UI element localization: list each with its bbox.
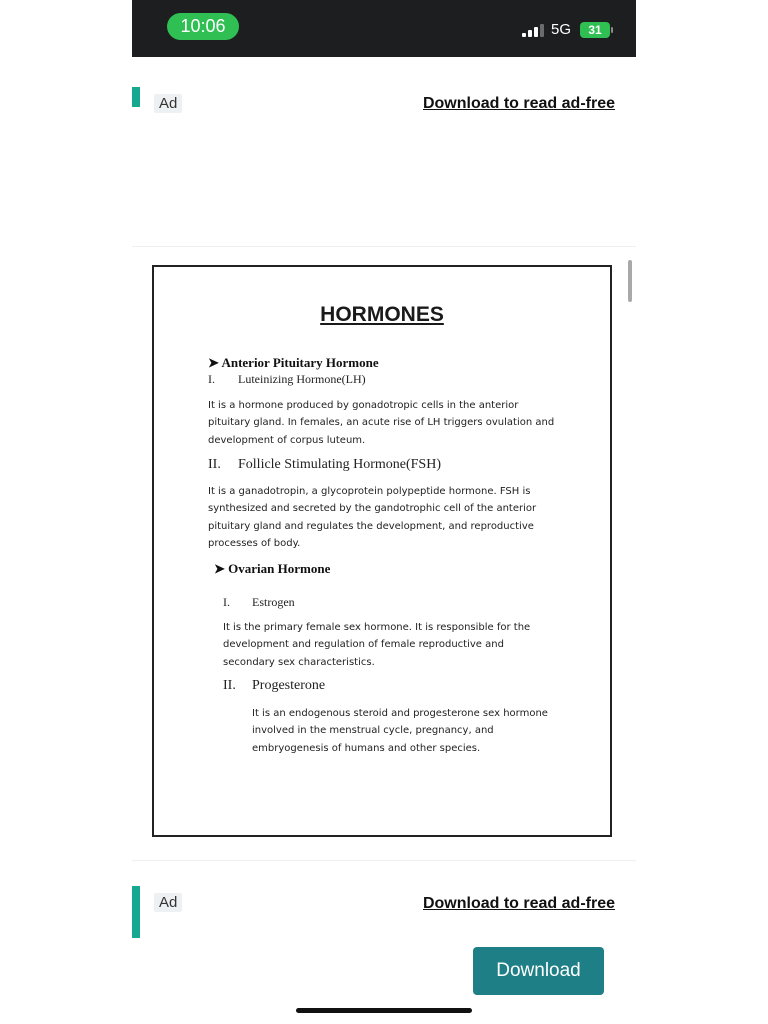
scrollbar-thumb[interactable] (628, 260, 632, 302)
top-ad-banner (132, 85, 636, 137)
section-heading-text: Ovarian Hormone (228, 561, 331, 576)
paragraph-line: synthesized and secreted by the gandotrophic cell of the anterior (208, 503, 537, 515)
section-heading-text: Anterior Pituitary Hormone (221, 355, 379, 370)
divider (132, 860, 636, 861)
phone-screen (132, 0, 636, 1024)
paragraph-line: development of corpus luteum. (208, 434, 366, 446)
document-title: HORMONES (320, 303, 444, 326)
bottom-ad-banner (132, 884, 636, 936)
item-number: II. (223, 678, 236, 693)
paragraph-line: It is a ganadotropin, a glycoprotein polypeptide hormone. FSH is (208, 486, 531, 497)
paragraph-line: processes of body. (208, 537, 301, 549)
battery-cap (611, 27, 613, 33)
item-number: II. (208, 457, 221, 472)
signal-icon (522, 23, 546, 37)
document-page (152, 265, 612, 837)
paragraph-line: It is a hormone produced by gonadotropic cells in the anterior (208, 400, 519, 411)
paragraph-line: development and regulation of female reproductive and (223, 639, 504, 651)
paragraph-line: involved in the menstrual cycle, pregnancy, and (252, 725, 494, 737)
paragraph-line: pituitary gland. In females, an acute rise of LH triggers ovulation and (208, 417, 555, 429)
paragraph (208, 483, 536, 552)
divider (132, 246, 636, 247)
network-label: 5G (551, 21, 572, 38)
paragraph-line: embryogenesis of humans and other species. (252, 742, 481, 754)
ad-label: Ad (154, 893, 182, 912)
home-indicator[interactable] (296, 1008, 472, 1013)
paragraph (208, 397, 554, 449)
paragraph-line: It is an endogenous steroid and progesterone sex hormone (252, 708, 548, 719)
paragraph (252, 705, 548, 757)
status-bar (132, 0, 636, 57)
download-ad-free-link[interactable]: Download to read ad-free (422, 895, 615, 912)
item-title: Luteinizing Hormone(LH) (238, 372, 366, 386)
item-number: I. (208, 372, 215, 386)
download-ad-free-link[interactable]: Download to read ad-free (422, 95, 615, 112)
ad-label: Ad (154, 94, 182, 113)
item-number: I. (223, 595, 230, 609)
status-time: 10:06 (167, 13, 239, 40)
arrow-bullet-icon: ➤ (208, 355, 219, 370)
arrow-bullet-icon: ➤ (214, 561, 225, 576)
section-heading (208, 355, 379, 371)
paragraph-line: It is the primary female sex hormone. It is responsible for the (223, 622, 531, 633)
download-button[interactable]: Download (473, 947, 604, 995)
ad-accent-bar (132, 87, 140, 107)
item-title: Follicle Stimulating Hormone(FSH) (238, 457, 441, 472)
paragraph-line: pituitary gland and regulates the development, and reproductive (208, 520, 534, 532)
ad-accent-bar (132, 886, 140, 938)
paragraph (223, 619, 530, 671)
item-title: Estrogen (252, 595, 295, 609)
paragraph-line: secondary sex characteristics. (223, 656, 375, 668)
battery-icon: 31 (580, 22, 610, 38)
section-heading (214, 561, 330, 577)
item-title: Progesterone (252, 678, 326, 693)
